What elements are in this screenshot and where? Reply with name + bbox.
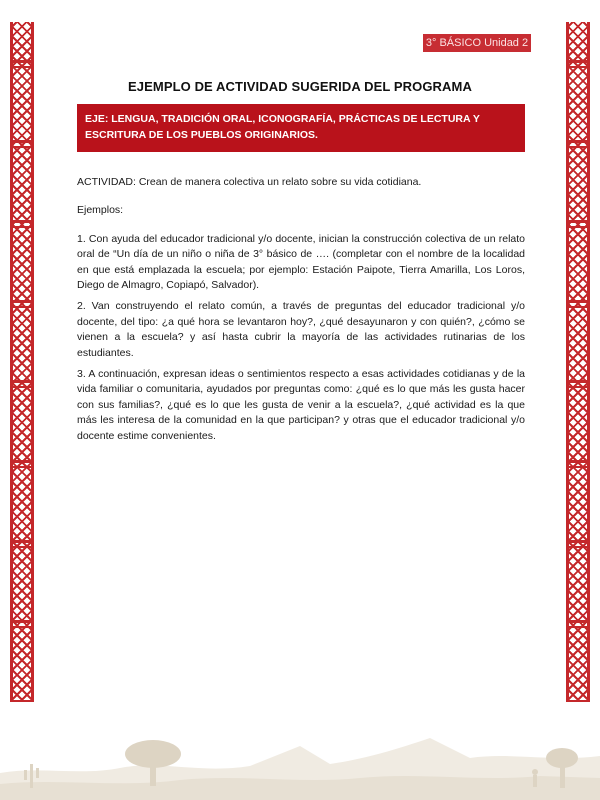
eje-banner — [77, 104, 525, 152]
footer-landscape-illustration — [0, 718, 600, 800]
example-paragraph-3: 3. A continuación, expresan ideas o sentimientos respecto a esas actividades cotidianas y de la vida familiar o comunitaria, ayudados por preguntas como: ¿qué es lo que más les gusta hacer con sus familias?, ¿qué es lo que les gusta de venir a la escuela?, ¿qué actividad es la que más les interesa de la comunidad en la que participan? y otras que el educador tradicional y/o docente estime convenientes. — [77, 368, 525, 442]
unit-tag: 3° BÁSICO Unidad 2 — [423, 34, 531, 52]
example-paragraph-1: 1. Con ayuda del educador tradicional y/o docente, inician la construcción colectiva de un relato oral de “Un día de un niño o niña de 3° básico de …. (completar con el nombre de la localidad en que está emplazada la escuela; por ejemplo: Estación Paipote, Tierra Amarilla, Los Loros, Diego de Almagro, Copiapó, Salvador). — [77, 232, 525, 292]
decorative-border-left — [10, 22, 34, 702]
decorative-border-right — [566, 22, 590, 702]
activity-statement: ACTIVIDAD: Crean de manera colectiva un relato sobre su vida cotidiana. — [77, 176, 422, 188]
examples-label: Ejemplos: — [77, 204, 124, 217]
example-paragraph-2: 2. Van construyendo el relato común, a través de preguntas del educador tradicional y/o docente, del tipo: ¿a qué hora se levantaron hoy?, ¿qué desayunaron y con quién?, ¿cómo se vienen a la escuela? y así hasta cubrir la mayoría de las actividades rutinarias de los estudiantes. — [77, 300, 525, 359]
page-title: EJEMPLO DE ACTIVIDAD SUGERIDA DEL PROGRAMA — [128, 79, 472, 94]
activity-content — [77, 175, 525, 444]
eje-text: EJE: LENGUA, TRADICIÓN ORAL, ICONOGRAFÍA, PRÁCTICAS DE LECTURA Y ESCRITURA DE LOS PUEBLOS ORIGINARIOS. — [85, 113, 480, 141]
